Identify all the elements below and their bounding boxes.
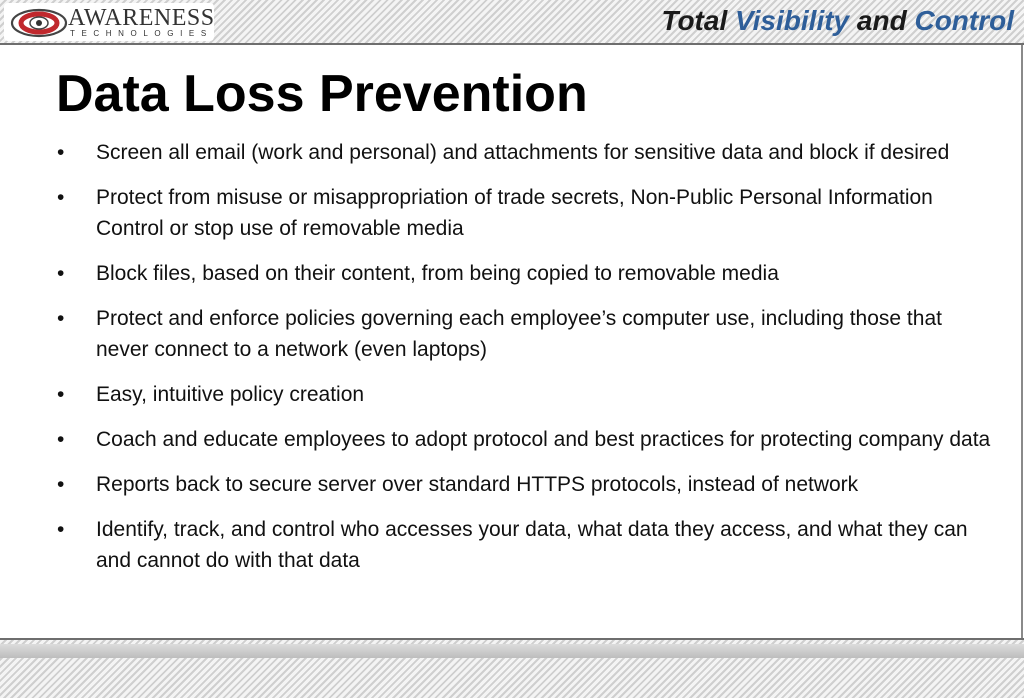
bullet-text: Easy, intuitive policy creation [96, 383, 365, 406]
footer-band [0, 644, 1024, 658]
slide-header [0, 0, 1024, 45]
bullet-item [57, 258, 997, 289]
logo-name: AWARENESS [68, 5, 215, 31]
tagline-and: and [856, 5, 907, 36]
bullet-dot: • [57, 262, 65, 285]
bullet-item [57, 469, 997, 500]
bullet-dot: • [57, 383, 65, 406]
bullet-item [57, 514, 997, 576]
bullet-text: Coach and educate employees to adopt protocol and best practices for protecting company data [96, 428, 991, 451]
bullet-text: Reports back to secure server over standard HTTPS protocols, instead of network [96, 473, 859, 496]
bullet-item [57, 303, 997, 365]
header-tagline [661, 4, 1014, 38]
bullet-dot: • [57, 141, 65, 164]
bullet-text: Identify, track, and control who accesses your data, what data they access, and what they can and cannot do with that data [96, 518, 968, 572]
bullet-dot: • [57, 428, 65, 451]
right-border-rule [1021, 45, 1023, 638]
bullet-list [57, 137, 997, 590]
awareness-swirl-icon [10, 6, 68, 40]
tagline-total: Total [661, 5, 728, 36]
slide-footer [0, 638, 1024, 698]
bullet-text: Screen all email (work and personal) and attachments for sensitive data and block if desired [96, 141, 950, 164]
bullet-dot: • [57, 473, 65, 496]
tagline-control: Control [914, 5, 1014, 36]
slide-title: Data Loss Prevention [56, 65, 588, 123]
logo-subtitle: TECHNOLOGIES [70, 29, 213, 38]
bullet-text: Block files, based on their content, from being copied to removable media [96, 262, 779, 285]
bullet-dot: • [57, 518, 65, 541]
bullet-text: Protect from misuse or misappropriation of trade secrets, Non-Public Personal Information Control or stop use of removable media [96, 186, 933, 240]
tagline-visibility: Visibility [735, 5, 850, 36]
bullet-item [57, 182, 997, 244]
bullet-item [57, 379, 997, 410]
bullet-item [57, 424, 997, 455]
company-logo [4, 3, 214, 41]
bullet-dot: • [57, 307, 65, 330]
bullet-dot: • [57, 186, 65, 209]
bullet-item [57, 137, 997, 168]
bullet-text: Protect and enforce policies governing each employee’s computer use, including those that never connect to a network (even laptops) [96, 307, 942, 361]
